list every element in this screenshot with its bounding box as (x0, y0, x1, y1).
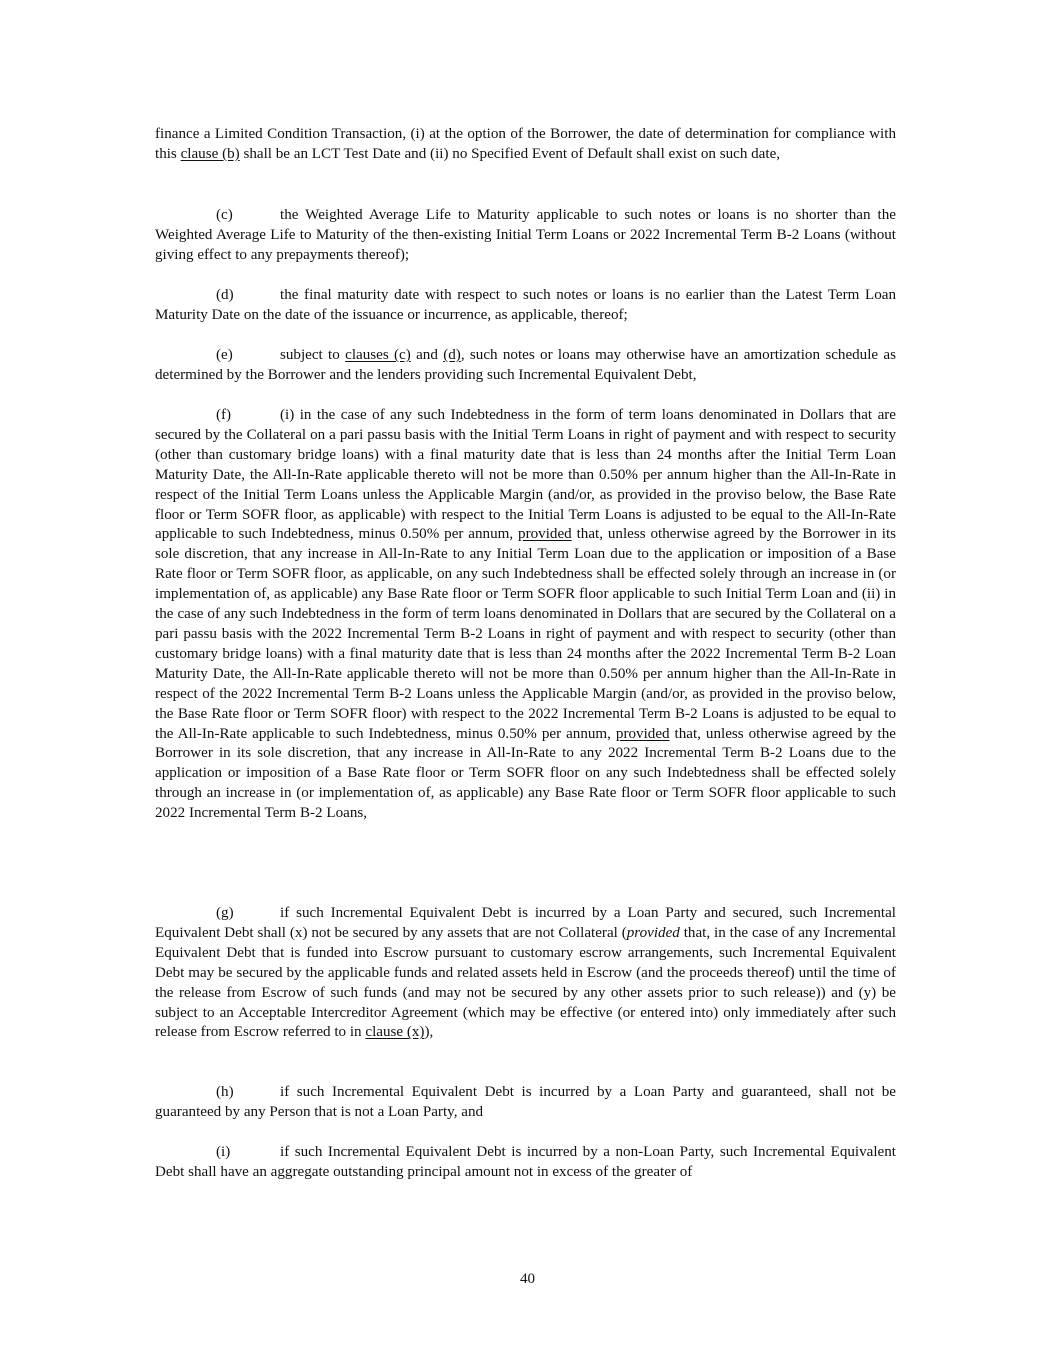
paragraph-text: (i) in the case of any such Indebtedness in the form of term loans denominated in Dollars that are secured by the Collateral on a pari passu basis with the Initial Term Loans in right of payment and with respect to security (other than customary bridge loans) with a final maturity date that is less than 24 months after the Initial Term Loan Maturity Date, the All-In-Rate applicable thereto will not be more than 0.50% per annum higher than the All-In-Rate in respect of the Initial Term Loans unless the Applicable Margin (and/or, as provided in the proviso below, the Base Rate floor or Term SOFR floor, as applicable) with respect to the Initial Term Loans is adjusted to be equal to the All-In-Rate applicable to such Indebtedness, minus 0.50% per annum, (155, 407, 896, 543)
clause-number: (d) (216, 287, 234, 303)
paragraph-text: subject to (280, 347, 346, 363)
page-number: 40 (519, 1271, 536, 1287)
paragraph-text: finance a Limited Condition Transaction, (i) at the option of the Borrower, the date of determination for compliance with this (155, 126, 896, 162)
paragraph-text: that, unless otherwise agreed by the Borrower in its sole discretion, that any increase in All-In-Rate to any Initial Term Loan due to the application or imposition of a Base Rate floor or Term SOFR floor, as applicable, on any such Indebtedness shall be effected solely through an increase in (or implementation of, as applicable) any Base Rate floor or Term SOFR floor applicable to such Initial Term Loan and (ii) in the case of any such Indebtedness in the form of term loans denominated in Dollars that are secured by the Collateral on a pari passu basis with the 2022 Incremental Term B-2 Loans in right of payment and with respect to security (other than customary bridge loans) with a final maturity date that is less than 24 months after the 2022 Incremental Term B-2 Loan Maturity Date, the All-In-Rate applicable thereto will not be more than 0.50% per annum higher than the All-In-Rate in respect of the 2022 Incremental Term B-2 Loans unless the Applicable Margin (and/or, as provided in the proviso below, the Base Rate floor or Term SOFR floor) with respect to the 2022 Incremental Term B-2 Loans is adjusted to be equal to the All-In-Rate applicable to such Indebtedness, minus 0.50% per annum, (155, 526, 897, 742)
clause-reference: (d) (443, 347, 461, 363)
proviso-term: provided (518, 526, 572, 543)
clause-reference: clause (b) (180, 145, 240, 162)
paragraph-text: that, unless otherwise agreed by the Borrower in its sole discretion, that any increase in All-In-Rate to any 2022 Incremental Term B-2 Loans due to the application or imposition of a Base Rate floor or Term SOFR floor on any such Indebtedness shall be effected solely through an increase in (or implementation of, as applicable) any Base Rate floor or Term SOFR floor applicable to such 2022 Incremental Term B-2 Loans, (155, 725, 896, 822)
paragraph-i (155, 1143, 896, 1183)
paragraph-text: and (410, 347, 444, 363)
clause-number: (c) (216, 207, 233, 223)
paragraph-intro (155, 125, 896, 165)
paragraph-g (155, 904, 896, 1043)
clause-number: (f) (216, 407, 232, 423)
paragraph-text: ), (424, 1024, 434, 1041)
paragraph-text: if such Incremental Equivalent Debt is incurred by a Loan Party and guaranteed, shall not be guaranteed by any Person that is not a Loan Party, and (155, 1084, 896, 1120)
paragraph-c (155, 206, 896, 266)
paragraph-h (155, 1083, 896, 1123)
paragraph-text: if such Incremental Equivalent Debt is incurred by a Loan Party and secured, such Incremental Equivalent Debt shall (x) not be secured by any assets that are not Collateral ( (155, 905, 896, 941)
paragraph-text: if such Incremental Equivalent Debt is incurred by a non-Loan Party, such Incremental Equivalent Debt shall have an aggregate outstanding principal amount not in excess of the greater of (155, 1144, 896, 1180)
clause-reference: clause (x) (365, 1024, 425, 1041)
paragraph-text: the final maturity date with respect to such notes or loans is no earlier than the Latest Term Loan Maturity Date on the date of the issuance or incurrence, as applicable, thereof; (155, 287, 896, 323)
clause-reference: clauses (c) (345, 347, 411, 363)
paragraph-text: , such notes or loans may otherwise have an amortization schedule as determined by the Borrower and the lenders providing such Incremental Equivalent Debt, (155, 347, 897, 383)
paragraph-f (155, 406, 896, 824)
clause-number: (i) (216, 1144, 231, 1160)
clause-number: (e) (216, 347, 233, 363)
paragraph-e (155, 346, 896, 386)
paragraph-text: that, in the case of any Incremental Equivalent Debt that is funded into Escrow pursuant to customary escrow arrangements, such Incremental Equivalent Debt may be secured by the applicable funds and related assets held in Escrow (and the proceeds thereof) until the time of the release from Escrow of such funds (and may not be secured by any other assets prior to such release)) and (y) be subject to an Acceptable Intercreditor Agreement (which may be effective (or entered into) only immediately after such release from Escrow referred to in (155, 924, 896, 1041)
clause-number: (h) (216, 1084, 234, 1100)
paragraph-text: the Weighted Average Life to Maturity applicable to such notes or loans is no shorter than the Weighted Average Life to Maturity of the then-existing Initial Term Loans or 2022 Incremental Term B-2 Loans (without giving effect to any prepayments thereof); (155, 207, 896, 263)
clause-number: (g) (216, 905, 234, 921)
paragraph-d (155, 286, 896, 326)
proviso-term: provided (626, 924, 680, 941)
paragraph-text: shall be an LCT Test Date and (ii) no Specified Event of Default shall exist on such date, (239, 145, 781, 162)
proviso-term: provided (615, 725, 670, 742)
